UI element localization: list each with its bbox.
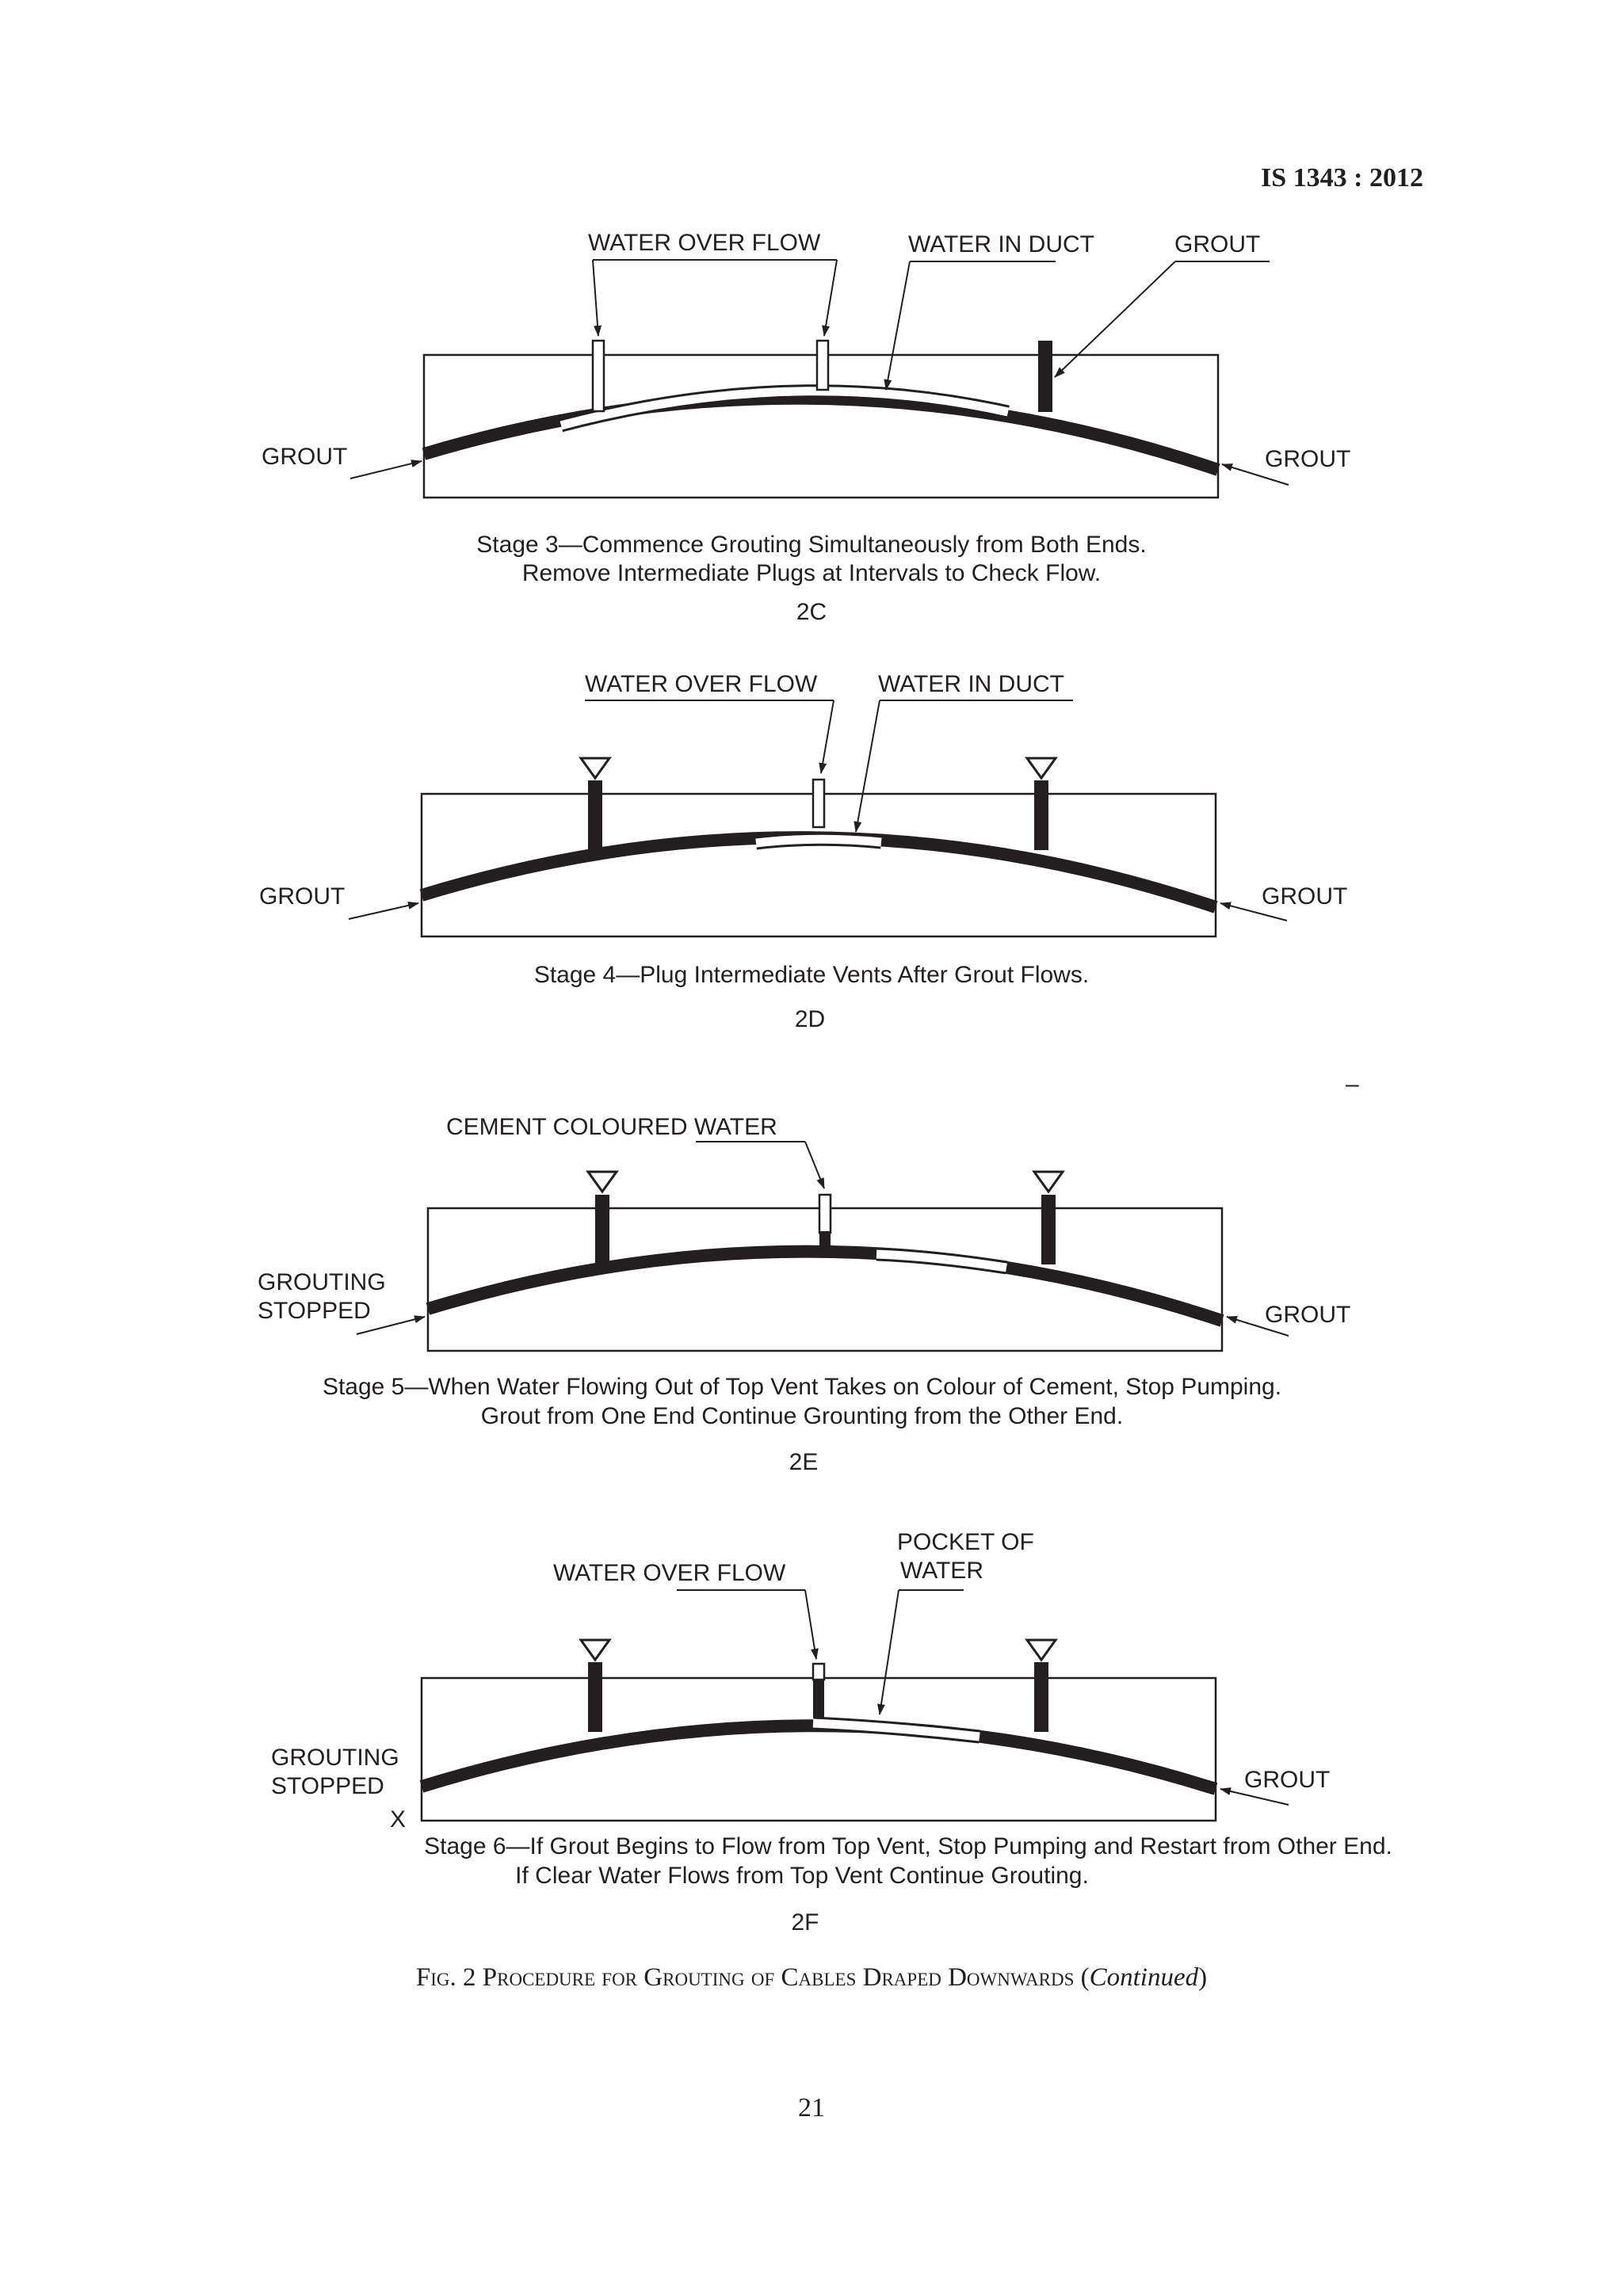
vent-open-middle [817, 341, 828, 390]
label-water-over-flow: WATER OVER FLOW [553, 1560, 786, 1586]
label-water-over-flow: WATER OVER FLOW [585, 671, 818, 697]
vent-over-flow [813, 1664, 824, 1680]
vent-over-flow-fill [813, 1680, 824, 1718]
diagram-2f [271, 1529, 1392, 1936]
label-grouting-stopped-2: STOPPED [271, 1773, 384, 1799]
plug-icon-right [1027, 1640, 1056, 1660]
caption-line-2: If Clear Water Flows from Top Vent Continue Grouting. [515, 1863, 1089, 1889]
label-grout-top: GROUT [1174, 231, 1261, 257]
duct-grout-section [428, 1252, 1222, 1321]
stray-mark: – [1346, 1071, 1359, 1097]
figure-caption-continued: Continued [1089, 1963, 1199, 1992]
label-grouting-stopped-1: GROUTING [258, 1269, 386, 1295]
label-x-mark: X [390, 1806, 407, 1833]
leader-grout-left [350, 461, 422, 479]
caption-line-1: Stage 3—Commence Grouting Simultaneously from Both Ends. [476, 532, 1147, 558]
vent-plugged-right [1041, 1195, 1056, 1264]
figure-id: 2C [796, 599, 827, 625]
label-grout-left: GROUT [262, 444, 348, 470]
vent-grout-filled [1038, 341, 1052, 412]
caption-line-2: Grout from One End Continue Grounting from the Other End. [480, 1403, 1124, 1429]
plug-icon-left [581, 758, 609, 778]
label-grout-right: GROUT [1265, 446, 1351, 472]
plug-icon-right [1027, 758, 1056, 778]
figure-caption-suffix: ) [1198, 1963, 1208, 1992]
caption-line-1: Stage 5—When Water Flowing Out of Top Vent Takes on Colour of Cement, Stop Pumping. [322, 1374, 1282, 1400]
page-number: 21 [798, 2093, 825, 2122]
label-grout-left: GROUT [259, 883, 346, 910]
diagram-2c [262, 230, 1350, 625]
caption-line-1: Stage 4—Plug Intermediate Vents After Grout Flows. [533, 962, 1090, 988]
diagram-2e [258, 1114, 1350, 1475]
label-water-in-duct: WATER IN DUCT [908, 231, 1094, 257]
duct-grout-section [422, 1726, 1216, 1789]
vent-cement-water [819, 1195, 831, 1233]
label-pocket-of-1: POCKET OF [897, 1529, 1034, 1555]
figure-id: 2E [789, 1449, 819, 1475]
vent-plugged-left [588, 1662, 602, 1732]
caption-line-2: Remove Intermediate Plugs at Intervals to Check Flow. [521, 560, 1102, 586]
label-grouting-stopped-2: STOPPED [258, 1298, 371, 1324]
duct-grout-section [422, 837, 1216, 907]
figure-id: 2F [791, 1909, 819, 1936]
vent-cement-water-fill [819, 1231, 831, 1249]
plug-icon-left [581, 1640, 609, 1660]
vent-open-middle [813, 780, 824, 827]
plug-icon-right [1034, 1172, 1063, 1192]
label-grout-right: GROUT [1265, 1302, 1351, 1328]
vent-plugged-left [595, 1195, 609, 1264]
diagram-2d [259, 671, 1347, 1032]
vent-plugged-right [1034, 1662, 1048, 1732]
figure-id: 2D [794, 1006, 826, 1032]
label-grouting-stopped-1: GROUTING [271, 1745, 399, 1771]
figure-caption [0, 1963, 1623, 1993]
label-water-over-flow: WATER OVER FLOW [588, 230, 821, 256]
label-grout-right: GROUT [1244, 1767, 1331, 1793]
label-water-in-duct: WATER IN DUCT [878, 671, 1064, 697]
caption-line-1: Stage 6—If Grout Begins to Flow from Top Vent, Stop Pumping and Restart from Other End. [424, 1833, 1392, 1859]
standard-number: IS 1343 : 2012 [1261, 163, 1423, 193]
label-cement-coloured-water: CEMENT COLOURED WATER [446, 1114, 777, 1140]
figure-caption-text: Fig. 2 Procedure for Grouting of Cables Draped Downwards ( [415, 1963, 1090, 1992]
plug-icon-left [588, 1172, 617, 1192]
vent-plugged-left [588, 780, 602, 850]
label-grout-right: GROUT [1262, 883, 1348, 910]
leader-grout-left [349, 903, 418, 919]
label-pocket-of-2: WATER [900, 1558, 983, 1584]
duct-grout-section [424, 399, 1218, 470]
vent-plugged-right [1034, 780, 1048, 850]
vent-open-left [593, 341, 604, 411]
